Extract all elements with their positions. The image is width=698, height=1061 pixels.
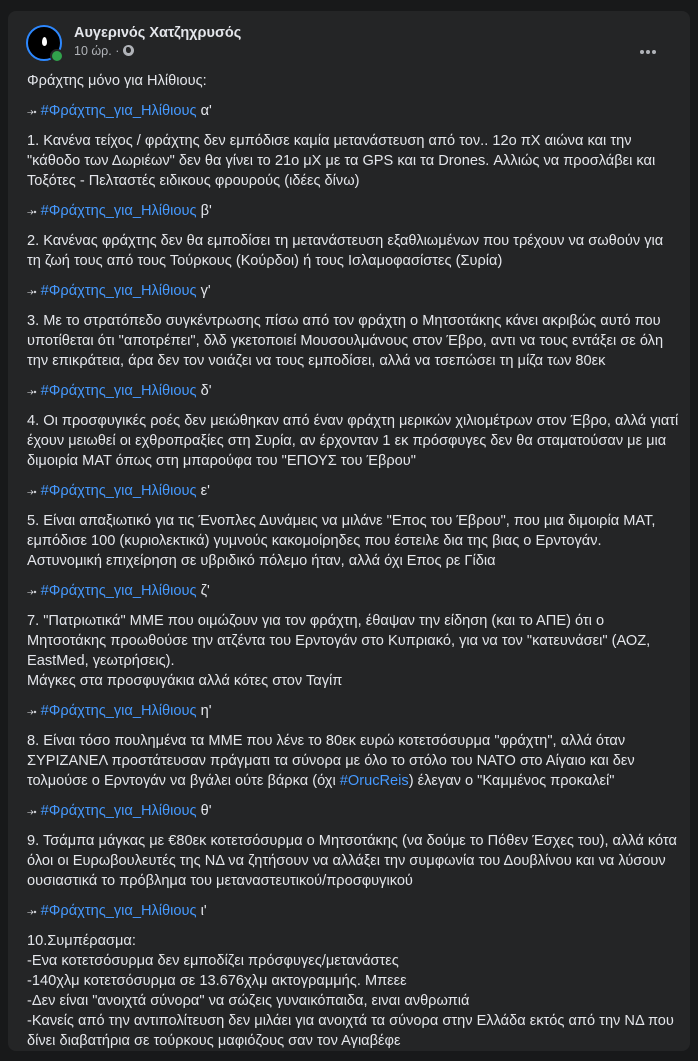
arrow-icon: ⤞ (27, 384, 37, 398)
section-marker: ι' (200, 903, 207, 919)
post-title: Φράχτης μόνο για Ηλίθιους: (27, 73, 207, 89)
hashtag-line (27, 101, 679, 121)
hashtag-link[interactable]: #Φράχτης_για_Ηλίθιους (40, 583, 197, 599)
section-text: 5. Είναι απαξιωτικό για τις Ένοπλες Δυνάμεις να μιλάνε "Επος του Έβρου", που μια διμοιρία ΜΑΤ, εμπόδισε 100 (κυριολεκτικά) γυμνούς κακομοίρηδες που έστειλε δια της βιας ο Ερντογάν. Αστυνομική επιχείρηση σε υβριδικό πόλεμο ήταν, αλλά όχι Επος ρε Γίδια (27, 513, 656, 569)
arrow-icon: ⤞ (27, 804, 37, 818)
arrow-icon: ⤞ (27, 904, 37, 918)
online-status-icon (50, 49, 64, 63)
hashtag-link[interactable]: #Φράχτης_για_Ηλίθιους (40, 703, 197, 719)
section-text: 2. Κανένας φράχτης δεν θα εμποδίσει τη μετανάστευση εξαθλιωμένων που τρέχουν να σωθούν για τη ζωή τους από τους Τούρκους (Κούρδοι) ή τους Ισλαμοφασίστες (Συρία) (27, 233, 664, 269)
arrow-icon: ⤞ (27, 204, 37, 218)
post-meta (74, 44, 134, 58)
candle-flame-icon (42, 37, 47, 46)
section-text: 1. Κανένα τείχος / φράχτης δεν εμπόδισε καμία μετανάστευση από τον.. 12ο πΧ αιώνα και την "κάθοδο των Δωριέων" δεν θα γίνει το 21ο μΧ με τα GPS και τα Drones. Αλλιώς να προσλάβει και Τοξότες - Πελταστές ειδικους φρουρούς (ιδέες δίνω) (27, 133, 656, 189)
hashtag-link[interactable]: #Φράχτης_για_Ηλίθιους (40, 903, 197, 919)
hashtag-line (27, 901, 679, 921)
hashtag-line (27, 201, 679, 221)
hashtag-line (27, 801, 679, 821)
section-marker: θ' (200, 803, 212, 819)
section-text-part: ) έλεγαν ο "Καμμένος προκαλεί" (408, 773, 615, 789)
globe-icon[interactable] (123, 45, 134, 56)
section-marker: η' (200, 703, 212, 719)
hashtag-line (27, 381, 679, 401)
arrow-icon: ⤞ (27, 584, 37, 598)
post-card (8, 11, 690, 1051)
section-text: 3. Με το στρατόπεδο συγκέντρωσης πίσω από τον φράχτη ο Μητσοτάκης κάνει ακριβώς αυτό που υποτίθεται ότι "αποτρέπει", δλδ γκετοποιεί Μουσουλμάνους στον Έβρο, αντι να τους εντάξει σε όλη την επικράτεια, άρα δεν τον νοιάζει να τους εμποδίσει, αλλά να τσεπώσει τη μίζα των 80εκ (27, 313, 664, 369)
more-icon (640, 50, 644, 54)
arrow-icon: ⤞ (27, 104, 37, 118)
section-marker: γ' (200, 283, 211, 299)
hashtag-line (27, 581, 679, 601)
post-header (26, 25, 676, 67)
hashtag-line (27, 281, 679, 301)
hashtag-link[interactable]: #Φράχτης_για_Ηλίθιους (40, 803, 197, 819)
post-time[interactable]: 10 ώρ. (74, 44, 112, 58)
more-icon-dot (652, 50, 656, 54)
section-marker: ζ' (200, 583, 210, 599)
more-icon-dot (646, 50, 650, 54)
section-marker: β' (200, 203, 212, 219)
section-text: 4. Οι προσφυγικές ροές δεν μειώθηκαν από έναν φράχτη μερικών χιλιομέτρων στον Έβρο, αλλά γιατί έχουν μειωθεί οι εχθροπραξίες στη Συρία, αν έρχονταν 1 εκ πρόσφυγες δεν θα σταματούσαν με μια διμοιρία ΜΑΤ όπως στη μπαρούφα του "ΕΠΟΥΣ του Έβρου" (27, 413, 679, 469)
section-text: 7. "Πατριωτικά" ΜΜΕ που οιμώζουν για τον φράχτη, έθαψαν την είδηση (και το ΑΠΕ) ότι ο Μητσοτάκης προωθούσε την ατζέντα του Ερντογάν στο Κυπριακό, για να τον "κατευνάσει" (ΑΟΖ, EastMed, γεωτρήσεις). Μάγκες στα προσφυγάκια αλλά κότες στον Ταγίπ (27, 613, 651, 689)
section-text (27, 731, 679, 791)
avatar[interactable] (26, 25, 62, 61)
more-options-button[interactable] (634, 45, 662, 59)
hashtag-line (27, 481, 679, 501)
arrow-icon: ⤞ (27, 704, 37, 718)
section-marker: α' (200, 103, 212, 119)
hashtag-link[interactable]: #Φράχτης_για_Ηλίθιους (40, 103, 197, 119)
hashtag-link[interactable]: #Φράχτης_για_Ηλίθιους (40, 483, 197, 499)
section-marker: δ' (200, 383, 212, 399)
section-text: 9. Τσάμπα μάγκας με €80εκ κοτετσόσυρμα ο Μητσοτάκης (να δούμε το Πόθεν Έσχες του), αλλά κότα όλοι οι Ευρωβουλευτές της ΝΔ να ζητήσουν να αλλάξει την συμφωνία του Δουβλίνου και να λύσουν ουσιαστικά το πρόβλημα του μεταναστευτικού/προσφυγικού (27, 833, 677, 889)
arrow-icon: ⤞ (27, 484, 37, 498)
meta-separator: · (115, 44, 120, 58)
conclusion-text: 10.Συμπέρασμα: -Ενα κοτετσόσυρμα δεν εμποδίζει πρόσφυγες/μετανάστες -140χλμ κοτετσόσυρμα σε 13.676χλμ ακτογραμμής. Μπεεε -Δεν είναι "ανοιχτά σύνορα" να σώζεις γυναικόπαιδα, ειναι ανθρωπιά -Κανείς από την αντιπολίτευση δεν μιλάει για ανοιχτά τα σύνορα στην Ελλάδα εκτός από την ΝΔ που δίνει διαβατήρια σε τούρκους μαφιόζους σαν τον Αγιαβέφε (27, 933, 674, 1049)
section-marker: ε' (200, 483, 210, 499)
author-name[interactable]: Αυγερινός Χατζηχρυσός (74, 25, 242, 41)
arrow-icon: ⤞ (27, 284, 37, 298)
hashtag-line (27, 701, 679, 721)
post-body (27, 71, 679, 1061)
hashtag-link[interactable]: #Φράχτης_για_Ηλίθιους (40, 283, 197, 299)
hashtag-link[interactable]: #Φράχτης_για_Ηλίθιους (40, 203, 197, 219)
hashtag-link[interactable]: #Φράχτης_για_Ηλίθιους (40, 383, 197, 399)
inline-hashtag-link[interactable]: #OrucReis (339, 773, 409, 789)
section-text-part: 8. Είναι τόσο πουλημένα τα ΜΜΕ που λένε το 80εκ ευρώ κοτετσόσυρμα "φράχτη", αλλά όταν ΣΥΡΙΖΑΝΕΛ προστάτευσαν πράγματι τα σύνορα με όλο το στόλο του ΝΑΤΟ στο Αίγαιο και δεν τολμούσε ο Ερντογάν να βγάλει ούτε βάρκα (όχι (27, 733, 635, 789)
